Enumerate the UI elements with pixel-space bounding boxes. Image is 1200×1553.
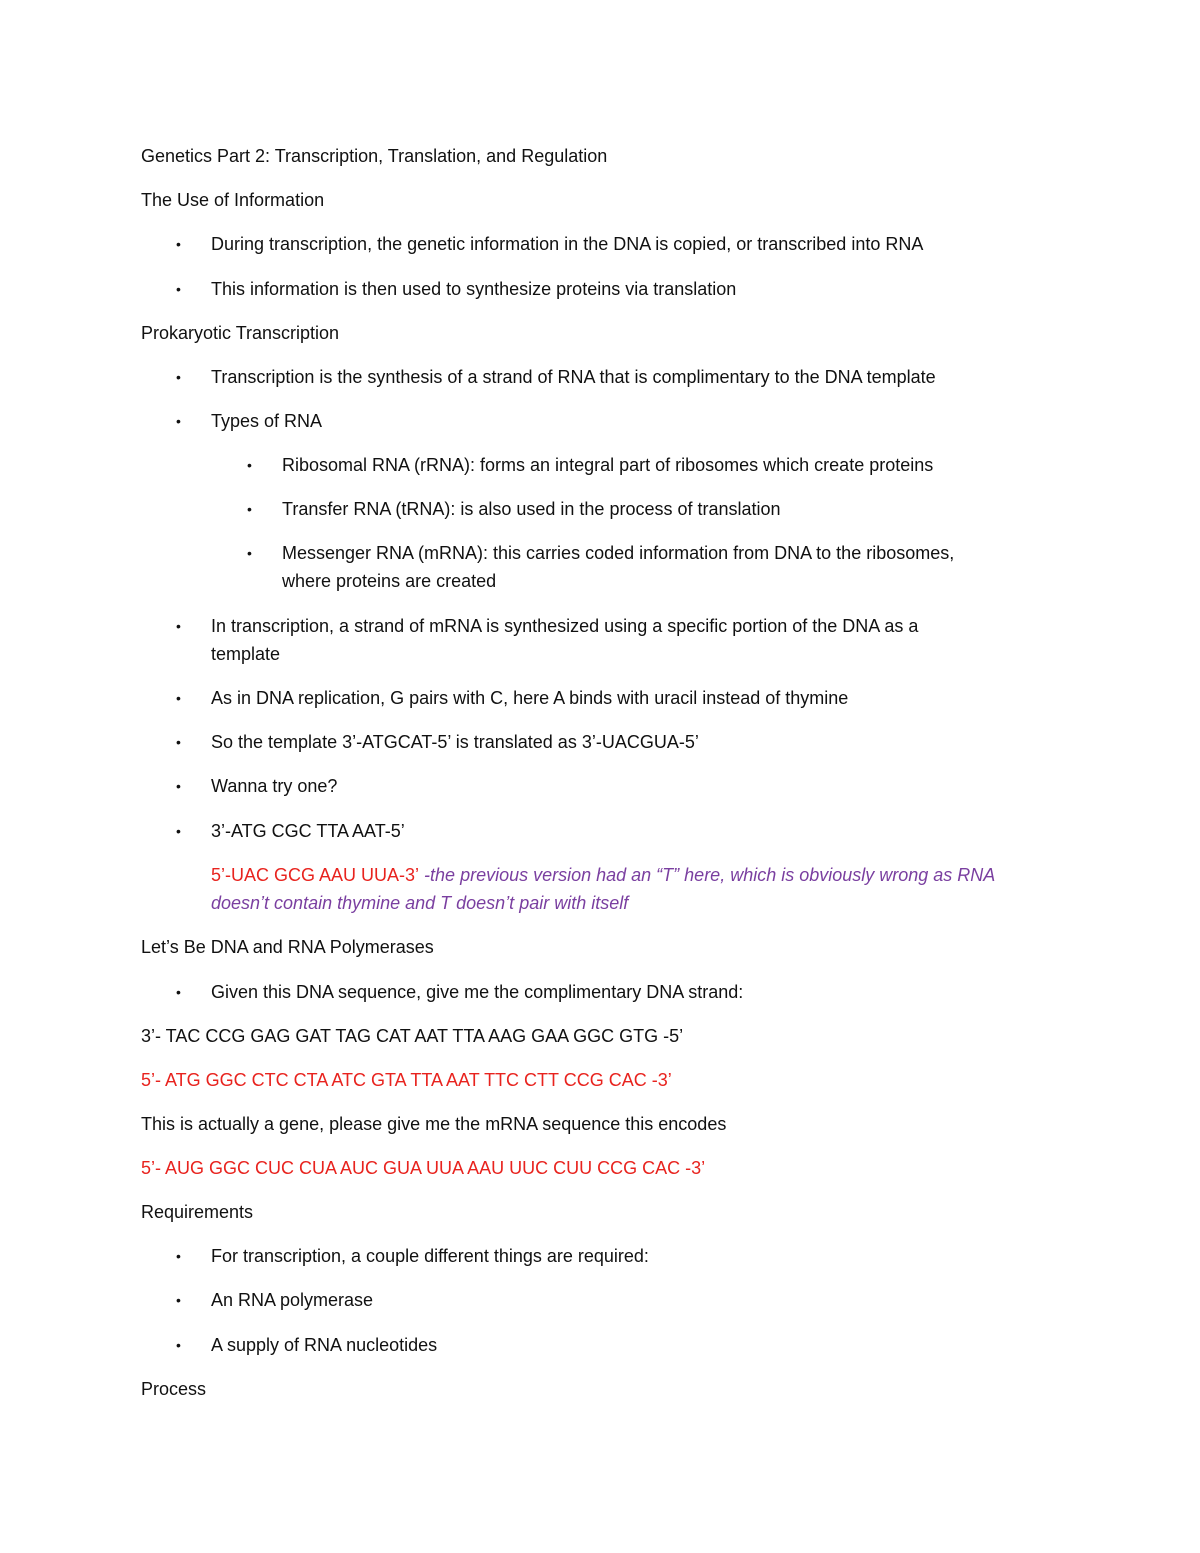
gene-prompt: This is actually a gene, please give me the mRNA sequence this encodes (141, 1114, 727, 1134)
list-item: An RNA polymerase (211, 1290, 374, 1310)
bullet-icon: • (176, 369, 181, 385)
list-item: Types of RNA (211, 411, 323, 431)
bullet-icon: • (176, 1337, 181, 1353)
answer-line (211, 861, 995, 889)
document-title: Genetics Part 2: Transcription, Translation, and Regulation (141, 146, 608, 166)
bullet-icon: • (176, 778, 181, 794)
heading-polymerases: Let’s Be DNA and RNA Polymerases (141, 937, 434, 957)
answer-note: -the previous version had an “T” here, which is obviously wrong as RNA (419, 865, 996, 885)
answer-sequence: 5’-UAC GCG AAU UUA-3’ (211, 865, 420, 885)
heading-process: Process (141, 1379, 207, 1399)
list-item: In transcription, a strand of mRNA is synthesized using a specific portion of the DNA as a (211, 616, 919, 636)
sub-list-item: Ribosomal RNA (rRNA): forms an integral part of ribosomes which create proteins (282, 455, 934, 475)
heading-prokaryotic-transcription: Prokaryotic Transcription (141, 323, 340, 343)
list-item: Transcription is the synthesis of a strand of RNA that is complimentary to the DNA template (211, 367, 936, 387)
heading-use-of-information: The Use of Information (141, 190, 325, 210)
bullet-icon: • (176, 1248, 181, 1264)
dna-sequence: 3’- TAC CCG GAG GAT TAG CAT AAT TTA AAG GAA GGC GTG -5’ (141, 1026, 684, 1046)
list-item: This information is then used to synthesize proteins via translation (211, 279, 737, 299)
mrna-answer: 5’- AUG GGC CUC CUA AUC GUA UUA AAU UUC CUU CCG CAC -3’ (141, 1158, 706, 1178)
bullet-icon: • (176, 236, 181, 252)
bullet-icon: • (247, 501, 252, 517)
sub-list-item: Messenger RNA (mRNA): this carries coded information from DNA to the ribosomes, (282, 543, 955, 563)
list-item: 3’-ATG CGC TTA AAT-5’ (211, 821, 405, 841)
bullet-icon: • (176, 1292, 181, 1308)
bullet-icon: • (176, 984, 181, 1000)
answer-note-continuation: doesn’t contain thymine and T doesn’t pair with itself (211, 893, 629, 913)
bullet-icon: • (247, 457, 252, 473)
list-item: Wanna try one? (211, 776, 338, 796)
heading-requirements: Requirements (141, 1202, 254, 1222)
list-item-continuation: template (211, 644, 281, 664)
list-item: A supply of RNA nucleotides (211, 1335, 438, 1355)
list-item: During transcription, the genetic information in the DNA is copied, or transcribed into RNA (211, 234, 924, 254)
sub-list-item-continuation: where proteins are created (282, 571, 497, 591)
bullet-icon: • (176, 413, 181, 429)
bullet-icon: • (176, 734, 181, 750)
bullet-icon: • (176, 690, 181, 706)
bullet-icon: • (176, 823, 181, 839)
bullet-icon: • (176, 618, 181, 634)
bullet-icon: • (176, 281, 181, 297)
list-item: As in DNA replication, G pairs with C, here A binds with uracil instead of thymine (211, 688, 849, 708)
list-item: For transcription, a couple different things are required: (211, 1246, 649, 1266)
dna-answer: 5’- ATG GGC CTC CTA ATC GTA TTA AAT TTC CTT CCG CAC -3’ (141, 1070, 672, 1090)
list-item: Given this DNA sequence, give me the complimentary DNA strand: (211, 982, 744, 1002)
sub-list-item: Transfer RNA (tRNA): is also used in the process of translation (282, 499, 781, 519)
bullet-icon: • (247, 545, 252, 561)
list-item: So the template 3’-ATGCAT-5’ is translated as 3’-UACGUA-5’ (211, 732, 699, 752)
